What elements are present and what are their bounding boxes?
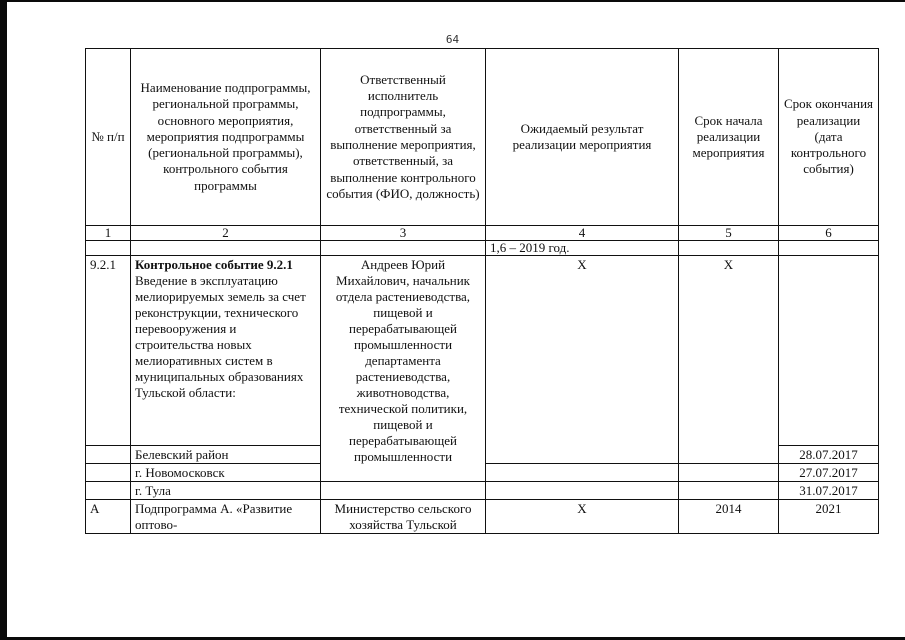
header-result: Ожидаемый результат реализации мероприятия bbox=[486, 49, 679, 226]
subprogram-start: 2014 bbox=[679, 500, 779, 534]
scan-border-left bbox=[0, 0, 7, 640]
subprogram-title: Подпрограмма А. «Развитие оптово- bbox=[131, 500, 321, 534]
district-name: Белевский район bbox=[131, 446, 321, 464]
scan-border-top bbox=[0, 0, 905, 2]
district-date: 31.07.2017 bbox=[779, 482, 879, 500]
header-row bbox=[86, 49, 879, 226]
subprogram-row bbox=[86, 500, 879, 534]
district-name: г. Новомосковск bbox=[131, 464, 321, 482]
event-start: Х bbox=[679, 256, 779, 446]
page-number: 64 bbox=[445, 33, 460, 46]
subprogram-result: Х bbox=[486, 500, 679, 534]
district-name: г. Тула bbox=[131, 482, 321, 500]
column-number: 3 bbox=[321, 226, 486, 241]
event-cell bbox=[131, 256, 321, 446]
continuation-row bbox=[86, 241, 879, 256]
column-number: 4 bbox=[486, 226, 679, 241]
column-number-row bbox=[86, 226, 879, 241]
event-title: Контрольное событие 9.2.1 bbox=[135, 257, 293, 272]
district-date: 28.07.2017 bbox=[779, 446, 879, 464]
event-row bbox=[86, 256, 879, 446]
header-start: Срок начала реализации мероприятия bbox=[679, 49, 779, 226]
column-number: 6 bbox=[779, 226, 879, 241]
event-num: 9.2.1 bbox=[86, 256, 131, 446]
header-end: Срок окончания реализации (дата контрольного события) bbox=[779, 49, 879, 226]
event-responsible: Андреев Юрий Михайлович, начальник отдела растениеводства, пищевой и перерабатывающей промышленности департамента растениеводства, животноводства, технической политики, пищевой и перерабатывающей промышленности bbox=[321, 256, 486, 482]
header-name: Наименование подпрограммы, региональной программы, основного мероприятия, мероприятия подпрограммы (региональной программы), контрольного события программы bbox=[131, 49, 321, 226]
event-result: Х bbox=[486, 256, 679, 446]
event-description: Введение в эксплуатацию мелиорируемых земель за счет реконструкции, технического перевооружения и строительства новых мелиоративных систем в муниципальных образованиях Тульской области: bbox=[135, 273, 306, 400]
column-number: 1 bbox=[86, 226, 131, 241]
subprogram-responsible: Министерство сельского хозяйства Тульской bbox=[321, 500, 486, 534]
subprogram-end: 2021 bbox=[779, 500, 879, 534]
plan-table bbox=[85, 48, 879, 534]
column-number: 5 bbox=[679, 226, 779, 241]
header-responsible: Ответственный исполнитель подпрограммы, ответственный за выполнение мероприятия, ответственный, за выполнение контрольного события (ФИО, должность) bbox=[321, 49, 486, 226]
district-date: 27.07.2017 bbox=[779, 464, 879, 482]
district-row bbox=[86, 482, 879, 500]
header-num: № п/п bbox=[86, 49, 131, 226]
subprogram-num: А bbox=[86, 500, 131, 534]
column-number: 2 bbox=[131, 226, 321, 241]
continuation-text: 1,6 – 2019 год. bbox=[486, 241, 679, 256]
